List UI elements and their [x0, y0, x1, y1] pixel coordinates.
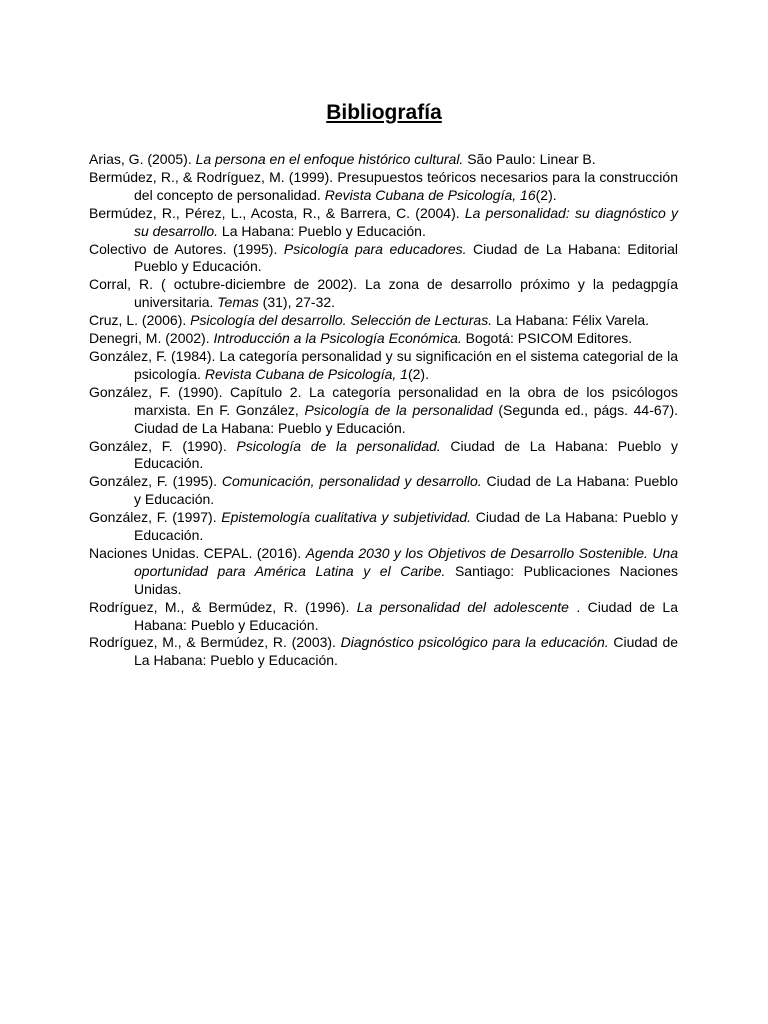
- reference-title-text: Revista Cubana de Psicología, 1: [204, 365, 408, 382]
- reference-text: (2).: [407, 365, 429, 382]
- reference-entry: [89, 169, 678, 205]
- reference-entry: [89, 205, 678, 241]
- reference-entry: [89, 330, 678, 348]
- reference-title-text: Psicología de la personalidad.: [236, 437, 441, 454]
- reference-text: Rodríguez, M., & Bermúdez, R. (1996).: [89, 598, 357, 615]
- reference-text: Bogotá: PSICOM Editores.: [461, 330, 633, 347]
- reference-entry: [89, 438, 678, 474]
- reference-title-text: La personalidad: su diagnóstico y su desarrollo.: [134, 204, 678, 239]
- bibliography-title: Bibliografía: [326, 101, 442, 124]
- reference-entry: [89, 599, 678, 635]
- reference-entry: [89, 473, 678, 509]
- reference-title-text: Temas: [217, 294, 259, 311]
- reference-list: [89, 151, 678, 670]
- reference-text: Bermúdez, R., & Rodríguez, M. (1999). Presupuestos teóricos necesarios para la construcción del concepto de personalidad.: [89, 168, 678, 203]
- reference-text: Ciudad de La Habana: Pueblo y Educación.: [134, 509, 679, 544]
- reference-entry: [89, 276, 678, 312]
- reference-text: Naciones Unidas. CEPAL. (2016).: [89, 544, 306, 561]
- reference-text: González, F. (1984). La categoría personalidad y su significación en el sistema categorial de la psicología.: [89, 347, 678, 382]
- reference-entry: [89, 151, 678, 169]
- reference-text: Denegri, M. (2002).: [89, 330, 214, 347]
- reference-text: La Habana: Félix Varela.: [492, 312, 650, 329]
- reference-entry: [89, 384, 678, 438]
- reference-entry: [89, 348, 678, 384]
- reference-title-text: Psicología para educadores.: [283, 240, 467, 257]
- reference-text: São Paulo: Linear B.: [463, 151, 596, 167]
- reference-title-text: Psicología de la personalidad: [304, 401, 493, 418]
- reference-text: (Segunda ed., págs. 44-67). Ciudad de La Habana: Pueblo y Educación.: [134, 401, 678, 436]
- reference-text: La Habana: Pueblo y Educación.: [218, 222, 426, 239]
- reference-text: González, F. (1990).: [89, 437, 237, 454]
- reference-text: González, F. (1990). Capítulo 2. La categoría personalidad en la obra de los psicólogos marxista. En F. González,: [89, 383, 678, 418]
- reference-title-text: Agenda 2030 y los Objetivos de Desarrollo Sostenible. Una oportunidad para América Latina y el Caribe.: [134, 544, 678, 579]
- reference-title-text: La persona en el enfoque histórico cultural.: [195, 151, 464, 167]
- reference-text: Colectivo de Autores. (1995).: [89, 240, 284, 257]
- reference-text: Bermúdez, R., Pérez, L., Acosta, R., & Barrera, C. (2004).: [89, 204, 465, 221]
- reference-text: Arias, G. (2005).: [89, 151, 196, 167]
- reference-text: Cruz, L. (2006).: [89, 312, 191, 329]
- reference-entry: [89, 545, 678, 599]
- reference-text: Ciudad de La Habana: Pueblo y Educación.: [134, 634, 679, 669]
- reference-text: (31), 27-32.: [258, 294, 336, 311]
- reference-text: González, F. (1995).: [89, 473, 222, 490]
- reference-title-text: Revista Cubana de Psicología, 16: [324, 186, 536, 203]
- reference-entry: [89, 312, 678, 330]
- reference-text: Ciudad de La Habana: Pueblo y Educación.: [134, 473, 679, 508]
- reference-text: . Ciudad de La Habana: Pueblo y Educación.: [134, 598, 678, 633]
- reference-entry: [89, 509, 678, 545]
- reference-title-text: Diagnóstico psicológico para la educación.: [340, 634, 609, 651]
- reference-title-text: Comunicación, personalidad y desarrollo.: [221, 473, 482, 490]
- reference-title-text: Introducción a la Psicología Económica.: [213, 330, 462, 347]
- reference-title-text: Epistemología cualitativa y subjetividad.: [221, 509, 472, 526]
- reference-text: Santiago: Publicaciones Naciones Unidas.: [134, 562, 679, 597]
- reference-text: Corral, R. ( octubre-diciembre de 2002). La zona de desarrollo próximo y la pedagpgía universitaria.: [89, 276, 678, 311]
- reference-text: Ciudad de La Habana: Pueblo y Educación.: [134, 437, 678, 472]
- reference-text: González, F. (1997).: [89, 509, 222, 526]
- reference-text: (2).: [535, 186, 557, 203]
- reference-text: Rodríguez, M., & Bermúdez, R. (2003).: [89, 634, 341, 651]
- reference-entry: [89, 634, 678, 670]
- reference-text: Ciudad de La Habana: Editorial Pueblo y Educación.: [134, 240, 679, 275]
- reference-entry: [89, 241, 678, 277]
- reference-title-text: Psicología del desarrollo. Selección de Lecturas.: [190, 312, 493, 329]
- reference-title-text: La personalidad del adolescente: [356, 598, 569, 615]
